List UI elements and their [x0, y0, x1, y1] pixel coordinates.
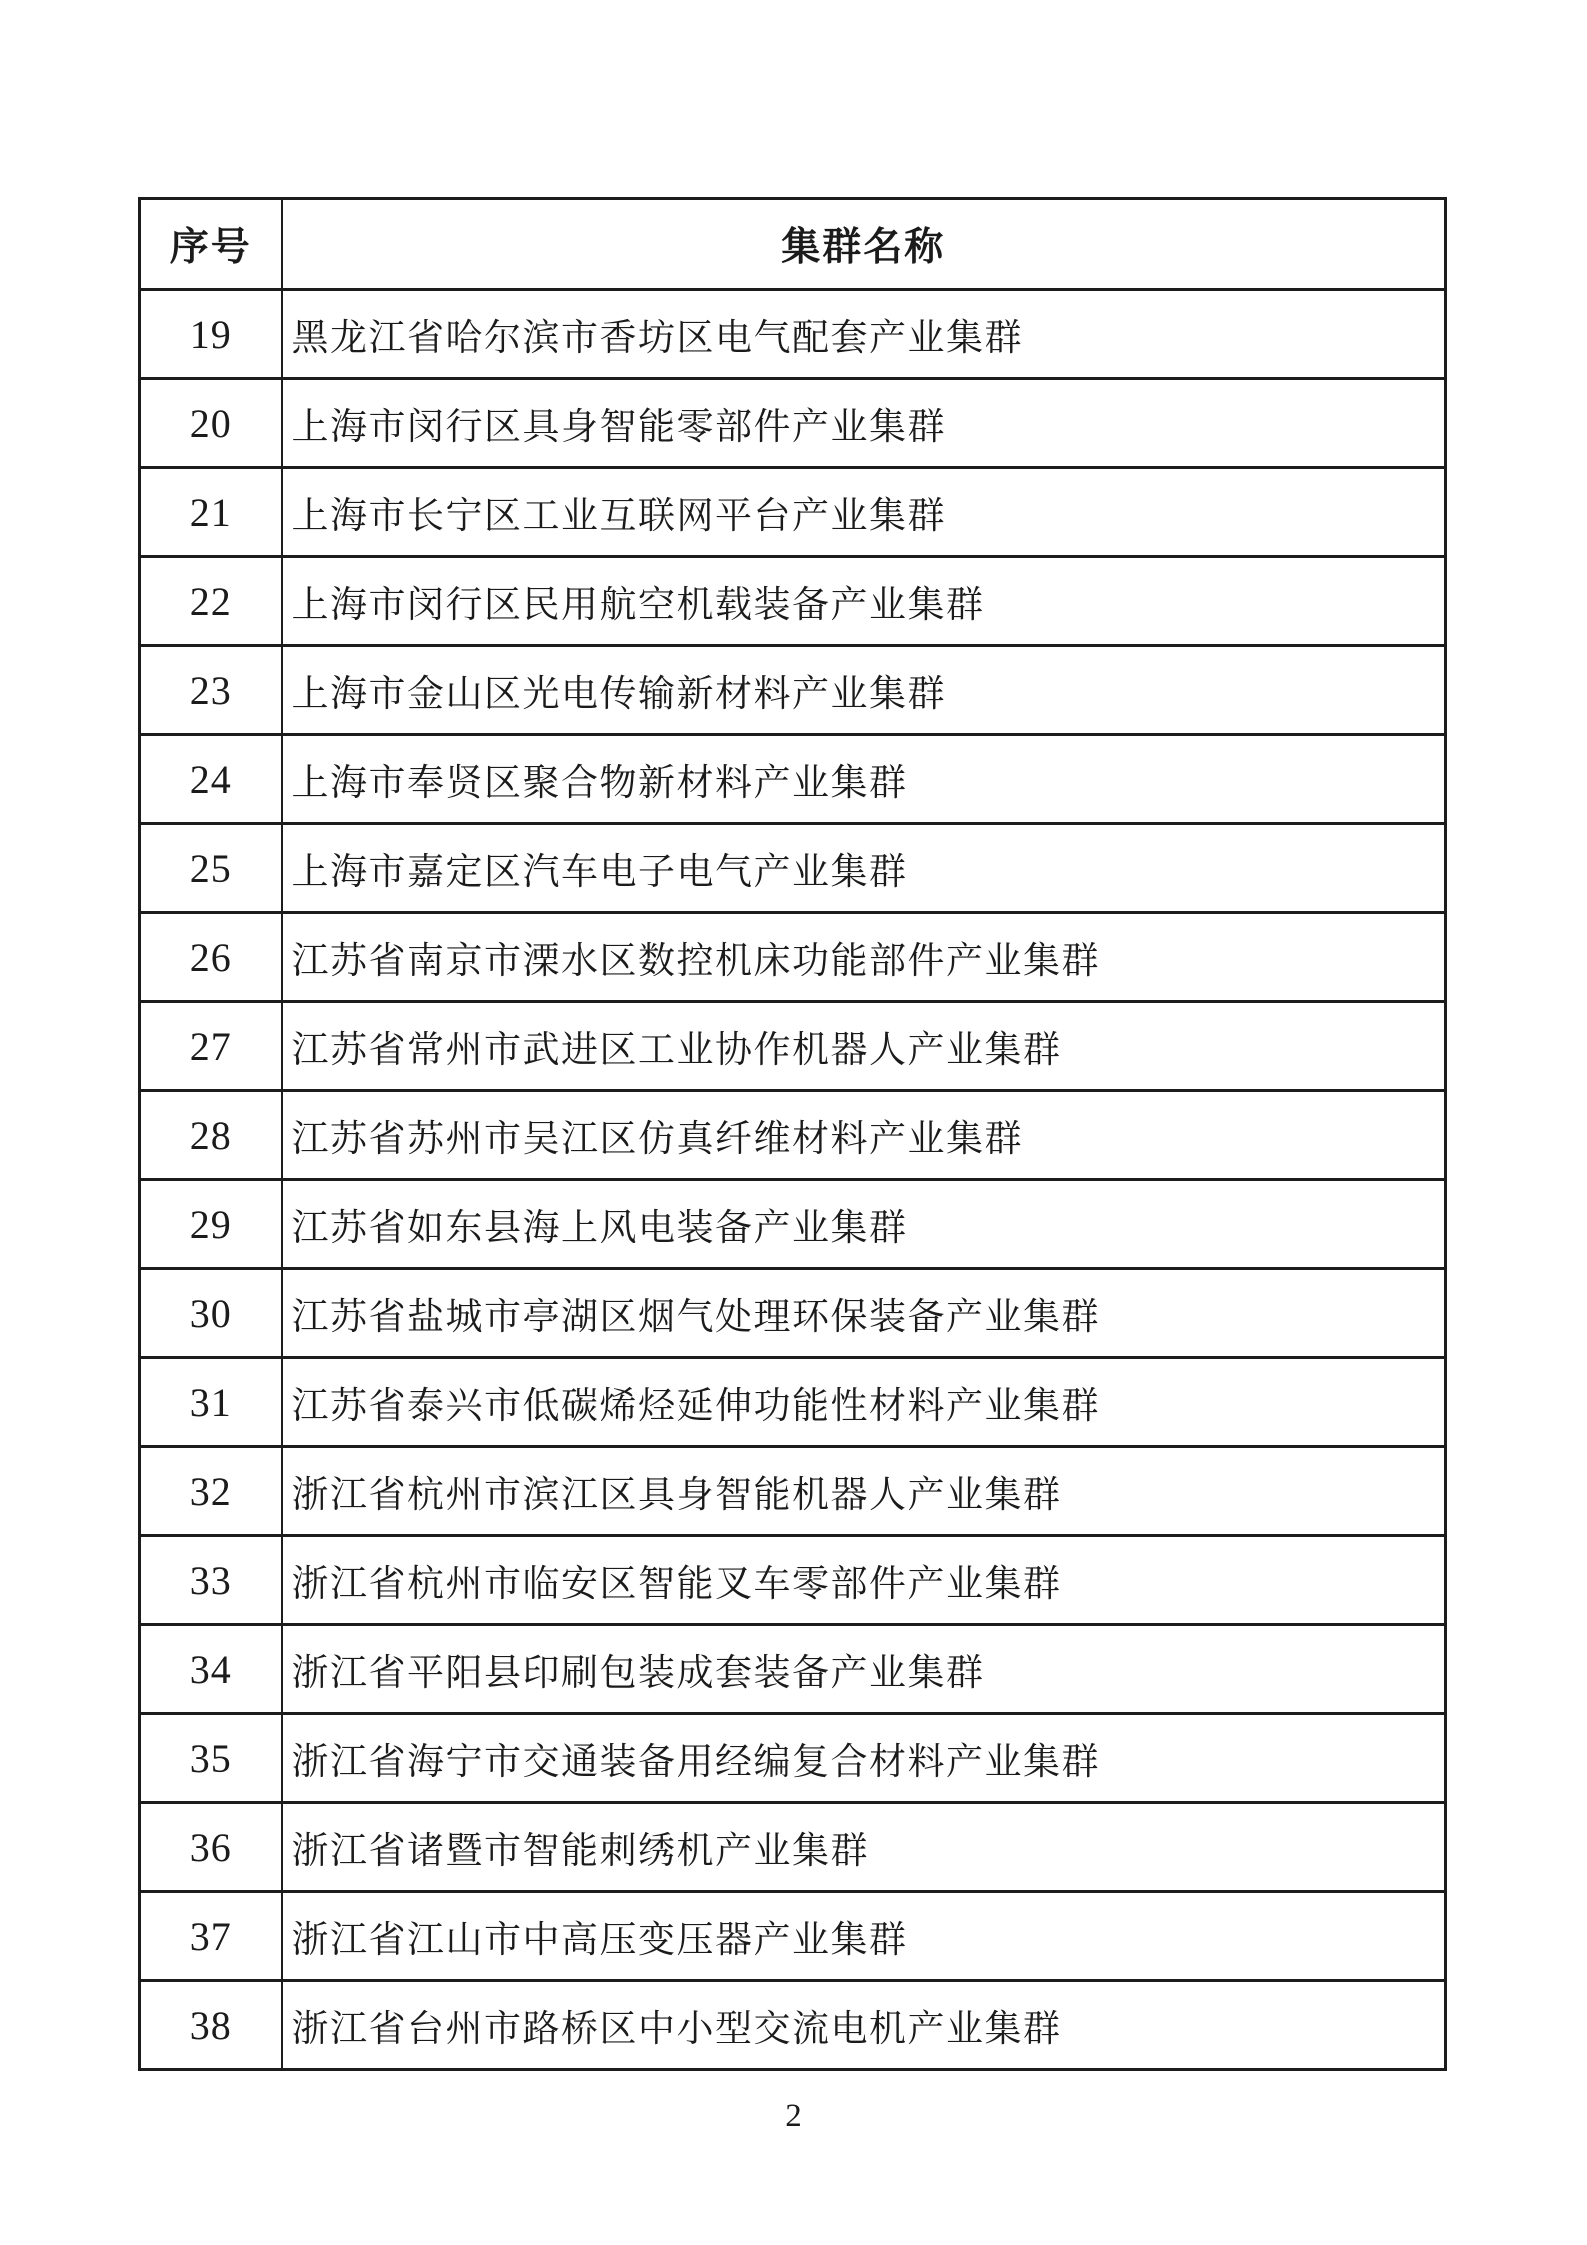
row-serial-cell: 33: [140, 1536, 282, 1625]
table-row: [140, 1002, 1446, 1091]
table-row: [140, 1091, 1446, 1180]
row-serial-cell: 30: [140, 1269, 282, 1358]
table-row: [140, 1269, 1446, 1358]
row-serial-cell: 28: [140, 1091, 282, 1180]
table-row: [140, 1803, 1446, 1892]
table-row: [140, 379, 1446, 468]
row-cluster-name-cell: 江苏省如东县海上风电装备产业集群: [282, 1180, 1446, 1269]
row-cluster-name-cell: 浙江省海宁市交通装备用经编复合材料产业集群: [282, 1714, 1446, 1803]
row-serial-cell: 32: [140, 1447, 282, 1536]
table-row: [140, 1981, 1446, 2070]
table-row: [140, 468, 1446, 557]
row-serial-cell: 23: [140, 646, 282, 735]
row-cluster-name-cell: 浙江省诸暨市智能刺绣机产业集群: [282, 1803, 1446, 1892]
row-cluster-name-cell: 上海市闵行区民用航空机载装备产业集群: [282, 557, 1446, 646]
table-row: [140, 913, 1446, 1002]
cluster-table: [138, 197, 1447, 2071]
row-cluster-name-cell: 江苏省盐城市亭湖区烟气处理环保装备产业集群: [282, 1269, 1446, 1358]
table-header-row: [140, 199, 1446, 290]
row-cluster-name-cell: 上海市奉贤区聚合物新材料产业集群: [282, 735, 1446, 824]
row-cluster-name-cell: 江苏省泰兴市低碳烯烃延伸功能性材料产业集群: [282, 1358, 1446, 1447]
row-serial-cell: 24: [140, 735, 282, 824]
row-cluster-name-cell: 黑龙江省哈尔滨市香坊区电气配套产业集群: [282, 290, 1446, 379]
row-cluster-name-cell: 浙江省杭州市滨江区具身智能机器人产业集群: [282, 1447, 1446, 1536]
row-serial-cell: 19: [140, 290, 282, 379]
row-serial-cell: 38: [140, 1981, 282, 2070]
row-cluster-name-cell: 江苏省常州市武进区工业协作机器人产业集群: [282, 1002, 1446, 1091]
row-serial-cell: 25: [140, 824, 282, 913]
row-cluster-name-cell: 上海市嘉定区汽车电子电气产业集群: [282, 824, 1446, 913]
table-row: [140, 1714, 1446, 1803]
row-serial-cell: 20: [140, 379, 282, 468]
row-serial-cell: 35: [140, 1714, 282, 1803]
row-serial-cell: 34: [140, 1625, 282, 1714]
row-cluster-name-cell: 上海市金山区光电传输新材料产业集群: [282, 646, 1446, 735]
table-row: [140, 1358, 1446, 1447]
table-row: [140, 1447, 1446, 1536]
row-cluster-name-cell: 浙江省平阳县印刷包装成套装备产业集群: [282, 1625, 1446, 1714]
row-serial-cell: 29: [140, 1180, 282, 1269]
row-cluster-name-cell: 浙江省江山市中高压变压器产业集群: [282, 1892, 1446, 1981]
table-row: [140, 1536, 1446, 1625]
table-row: [140, 824, 1446, 913]
row-serial-cell: 37: [140, 1892, 282, 1981]
row-cluster-name-cell: 浙江省台州市路桥区中小型交流电机产业集群: [282, 1981, 1446, 2070]
row-serial-cell: 27: [140, 1002, 282, 1091]
table-row: [140, 1625, 1446, 1714]
row-cluster-name-cell: 浙江省杭州市临安区智能叉车零部件产业集群: [282, 1536, 1446, 1625]
table-row: [140, 557, 1446, 646]
row-serial-cell: 26: [140, 913, 282, 1002]
column-header-serial-number: 序号: [140, 199, 282, 290]
row-cluster-name-cell: 江苏省南京市溧水区数控机床功能部件产业集群: [282, 913, 1446, 1002]
table-row: [140, 646, 1446, 735]
table-body: [140, 290, 1446, 2070]
table-row: [140, 735, 1446, 824]
row-serial-cell: 21: [140, 468, 282, 557]
row-serial-cell: 22: [140, 557, 282, 646]
row-cluster-name-cell: 江苏省苏州市吴江区仿真纤维材料产业集群: [282, 1091, 1446, 1180]
row-cluster-name-cell: 上海市长宁区工业互联网平台产业集群: [282, 468, 1446, 557]
page-number: 2: [785, 2098, 802, 2134]
column-header-cluster-name: 集群名称: [282, 199, 1446, 290]
table-row: [140, 290, 1446, 379]
row-serial-cell: 31: [140, 1358, 282, 1447]
row-serial-cell: 36: [140, 1803, 282, 1892]
table-row: [140, 1180, 1446, 1269]
row-cluster-name-cell: 上海市闵行区具身智能零部件产业集群: [282, 379, 1446, 468]
table-row: [140, 1892, 1446, 1981]
